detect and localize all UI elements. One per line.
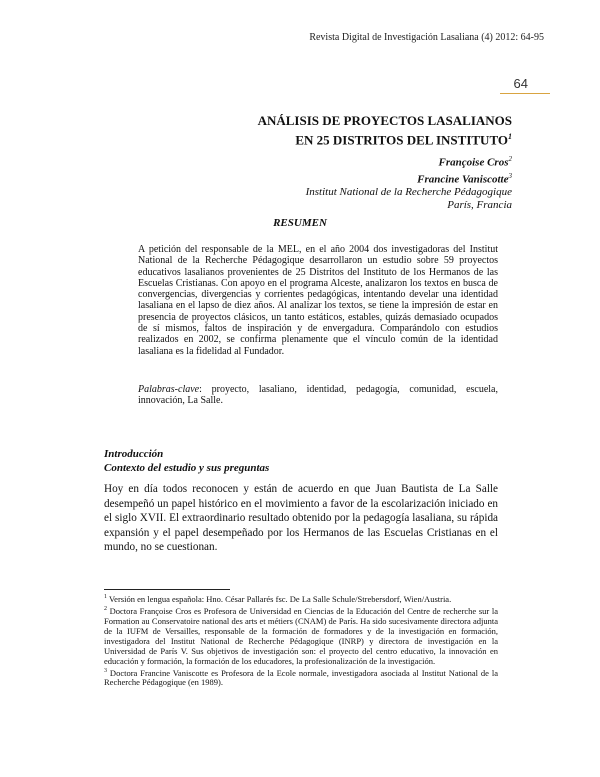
introduction-headings xyxy=(104,447,269,475)
footnote-1-ref: 1 xyxy=(104,594,107,600)
affiliation: Institut National de la Recherche Pédagogique xyxy=(305,186,512,199)
keywords-label: Palabras-clave xyxy=(138,384,200,395)
introduction-heading: Introducción xyxy=(104,448,164,460)
page-number: 64 xyxy=(513,76,528,91)
footnote-3-ref: 3 xyxy=(104,667,107,674)
introduction-subheading: Contexto del estudio y sus preguntas xyxy=(104,462,270,474)
footnote-2-ref: 2 xyxy=(104,605,107,612)
introduction-paragraph: Hoy en día todos reconocen y están de acuerdo en que Juan Bautista de La Salle desempeñó un papel histórico en el movimiento a favor de la escolarización iniciado en el siglo XVII. El extraordinario resultado obtenido por la pedagogía lasaliana, su rápida expansión y el papel desempeñado por los Hermanos de las Escuelas Cristianas en el mundo, no se cuestionan. xyxy=(104,483,498,553)
footnote-1-text: Versión en lengua española: Hno. César Pallarés fsc. De La Salle Schule/Strebersdorf, Wien/Austria. xyxy=(107,593,452,604)
page-number-rule xyxy=(500,93,550,94)
article-title xyxy=(182,113,512,148)
footnote-divider xyxy=(104,589,230,590)
author-2 xyxy=(182,170,512,187)
author-1-name: Françoise Cros xyxy=(438,156,509,169)
footnote-3 xyxy=(104,666,498,688)
abstract-text: A petición del responsable de la MEL, en el año 2004 dos investigadoras del Institut National de la Recherche Pédagogique desarrollaron un estudio sobre 59 proyectos educativos lasalianos provenientes de 25 Distritos del Instituto de los Hermanos de las Escuelas Cristianas. Con apoyo en el programa Alceste, analizaron los textos en busca de convergencias, divergencias y corrientes pedagógicas, intentando develar una identidad lasaliana en el lapso de diez años. Al analizar los textos, se tiene la impresión de estar en presencia de proyectos clásicos, un tanto estáticos, estables, quizás demasiado ocupados de sí mismos, faltos de inspiración y de envergadura. Comparándolo con estudios realizados en 2002, se confirma plenamente que el vínculo común de la identidad lasaliana es la fidelidad al Fundador. xyxy=(138,244,498,357)
keywords-text: : proyecto, lasaliano, identidad, pedagogía, comunidad, escuela, innovación, La Salle. xyxy=(138,384,498,407)
author-block xyxy=(182,153,512,212)
footnote-2-text: Doctora Françoise Cros es Profesora de Universidad en Ciencias de la Educación del Centre de recherche sur la Formation au Conservatoire national des arts et métiers (CNAM) de París. Ha sido sucesivamente directora adjunta de la IUFM de Versailles, responsable de la formación de formadores y de la investigación en formación, investigadora del Institut National de Recherche Pédagogique (INRP) y directora de investigación en la Universidad de París V. Sus objetivos de investigación son: el proyecto del centro educativo, la innovación en educación y formación, la formación de los educadores, la profesionalización de la investigación. xyxy=(104,605,498,666)
title-line-2 xyxy=(182,129,512,148)
location: París, Francia xyxy=(447,199,512,212)
author-1 xyxy=(182,153,512,170)
author-2-name: Francine Vaniscotte xyxy=(417,173,509,186)
author-2-ref: 3 xyxy=(508,171,512,180)
footnote-3-text: Doctora Francine Vaniscotte es Profesora de la Ecole normale, investigadora asociada al Institut National de la Recherche Pédagogique (en 1989). xyxy=(104,667,498,688)
running-head: Revista Digital de Investigación Lasaliana (4) 2012: 64-95 xyxy=(309,32,544,43)
title-line-1: ANÁLISIS DE PROYECTOS LASALIANOS xyxy=(257,113,512,128)
abstract xyxy=(138,244,498,357)
resumen-heading: RESUMEN xyxy=(273,217,327,229)
footnotes xyxy=(104,592,498,687)
title-footnote-ref: 1 xyxy=(508,132,512,141)
keywords xyxy=(138,384,498,407)
author-1-ref: 2 xyxy=(508,155,512,163)
footnote-1 xyxy=(104,592,498,604)
footnote-2 xyxy=(104,604,498,666)
title-line-2-text: EN 25 DISTRITOS DEL INSTITUTO xyxy=(295,132,508,148)
